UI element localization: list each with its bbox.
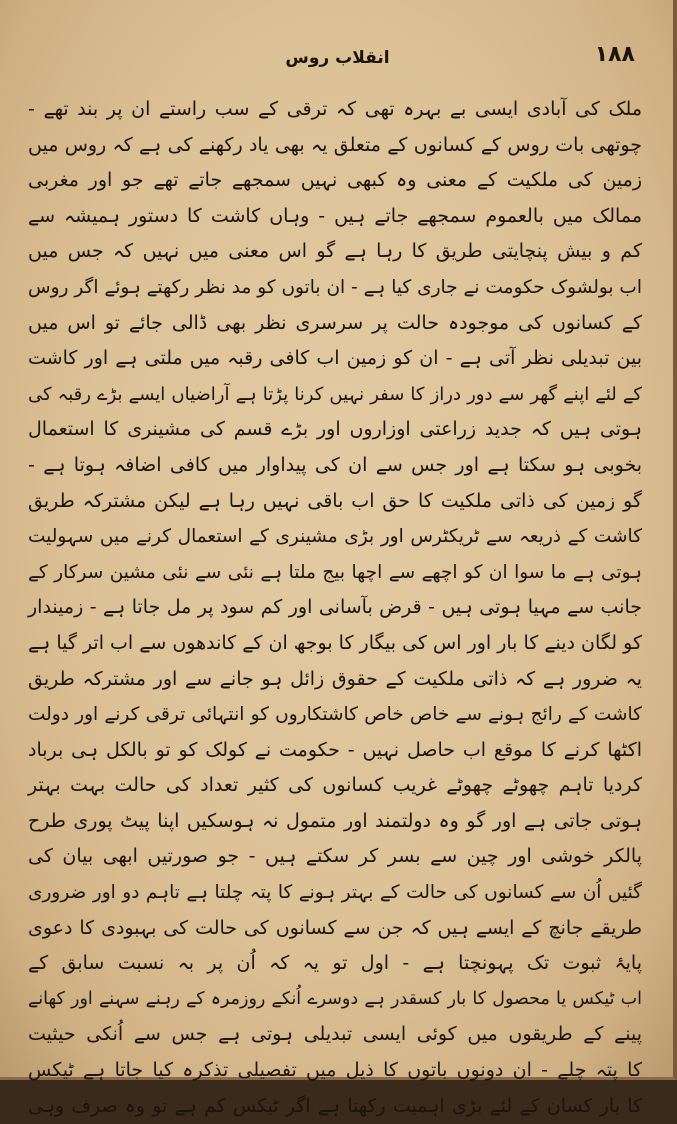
body-text [28,92,642,1124]
text-line: کو لگان دینے کا بار اور اس کی بیگار کا بوجھ ان کے کاندھوں سے اب اتر گیا ہے [28,631,642,654]
text-line: کا بار کسان کے لئے بڑی اہمیت رکھتا ہے اگر ٹیکس کم ہے تو وہ صرف وہی [28,1094,642,1117]
text-line: چوتھی بات روس کے کسانوں کے متعلق یہ بھی یاد رکھنے کی ہے کہ روس میں [28,133,642,156]
text-line: کا پتہ چلے - ان دونوں باتوں کا ذیل میں تفصیلی تذکرہ کیا جاتا ہے ٹیکس [28,1059,642,1082]
page-number: ۱۸۸ [594,42,635,67]
text-line: پینے کے طریقوں میں کوئی ایسی تبدیلی ہوتی ہے جس سے اُنکی حیثیت [28,1023,642,1046]
text-line: زمین کی ملکیت کے معنی وہ کبھی نہیں سمجھے جاتے تھے جو اور مغربی [28,169,642,192]
text-line: ممالک میں بالعموم سمجھے جاتے ہیں - وہاں کاشت کا دستور ہمیشہ سے [28,204,642,227]
text-line: اب ٹیکس یا محصول کا بار کسقدر ہے دوسرے اُنکے روزمرہ کے رہنے سہنے اور کھانے [28,988,642,1009]
text-line: ہوتی جاتی ہے اور گو وہ دولتمند اور متمول نہ ہوسکیں اپنا پیٹ پوری طرح [28,809,642,832]
text-line: کاشت کے ذریعہ سے ٹریکٹرس اور بڑی مشینری کے استعمال کرنے میں سہولیت [28,526,642,548]
page-header [40,40,635,80]
text-line: ہوتی ہے ما سوا ان کو اچھے سے اچھا بیج ملتا ہے نئی سے نئی مشین سرکار کے [28,561,642,583]
text-line: طریقے جانچ کے ایسے ہیں کہ جن سے کسانوں کی حالت کی بہبودی کا دعوی [28,916,642,939]
text-line: پالکر خوشی اور چین سے بسر کر سکتے ہیں - جو صورتیں ابھی بیان کی [28,845,642,868]
text-line: اب بولشوک حکومت نے جاری کیا ہے - ان باتوں کو مد نظر رکھتے ہوئے اگر روس [28,276,642,298]
text-line: کاشت کے رائج ہونے سے خاص خاص کاشتکاروں کو انتہائی ترقی کرنے اور دولت [28,704,642,726]
text-line: یہ ضرور ہے کہ ذاتی ملکیت کے حقوق زائل ہو جانے سے اور مشترکہ طریق [28,667,642,690]
text-line: کردیا تاہم چھوٹے چھوٹے غریب کسانوں کی کثیر تعداد کی حالت بہت بہتر [28,774,642,797]
text-line: بخوبی ہو سکتا ہے اور جس سے ان کی پیداوار میں کافی اضافہ ہوتا ہے - [28,453,642,476]
text-line: جانب سے مہیا ہوتی ہیں - قرض بآسانی اور کم سود پر مل جاتا ہے - زمیندار [28,596,642,619]
text-line: گو زمین کی ذاتی ملکیت کا حق اب باقی نہیں رہا ہے لیکن مشترکہ طریق [28,489,642,512]
text-line: بین تبدیلی نظر آتی ہے - ان کو زمین اب کافی رقبہ میں ملتی ہے اور کاشت [28,347,642,370]
text-line: کم و بیش پنچایتی طریق کا رہا ہے گو اس معنی میں نہیں کہ جس میں [28,240,642,263]
text-line: پایۂ ثبوت تک پہونچتا ہے - اول تو یہ کہ اُن پر بہ نسبت سابق کے [28,952,642,975]
running-title: انقلاب روس [285,48,390,68]
text-line: ہوتی ہیں کہ جدید زراعتی اوزاروں اور بڑے قسم کی مشینری کا استعمال [28,418,642,441]
text-line: ملک کی آبادی ایسی بے بہرہ تھی کہ ترقی کے سب راستے ان پر بند تھے - [28,98,642,120]
text-line: گئیں اُن سے کسانوں کی حالت کے بہتر ہونے کا پتہ چلتا ہے تاہم دو اور ضروری [28,882,642,904]
text-line: اکٹھا کرنے کا موقع اب حاصل نہیں - حکومت نے کولک کو تو بالکل ہی برباد [28,738,642,761]
text-line: کے لئے اپنے گھر سے دور دراز کا سفر نہیں کرنا پڑتا ہے آراضیاں ایسے بڑے رقبہ کی [28,383,642,405]
text-line: کے کسانوں کی موجودہ حالت پر سرسری نظر بھی ڈالی جائے تو اس میں [28,311,642,334]
